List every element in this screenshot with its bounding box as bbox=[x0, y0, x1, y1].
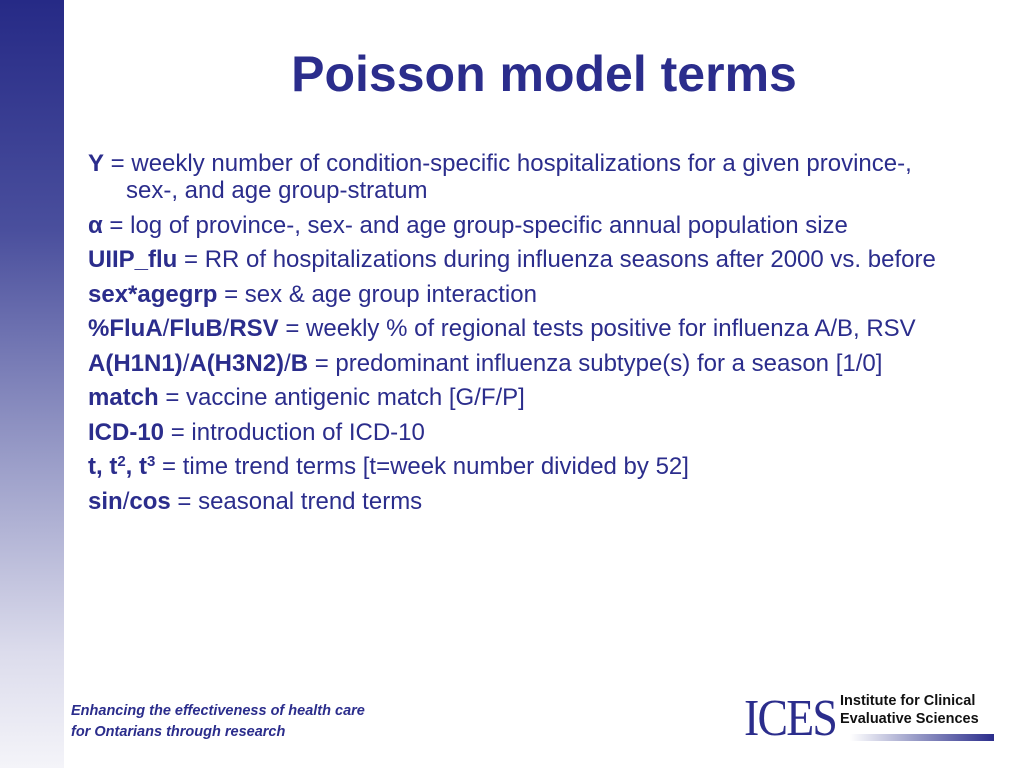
term-key: α bbox=[88, 211, 103, 239]
term-item bbox=[88, 246, 948, 273]
term-key: RSV bbox=[229, 315, 279, 342]
term-item bbox=[88, 384, 948, 411]
term-item bbox=[88, 488, 948, 515]
tagline-line-1: Enhancing the effectiveness of health care bbox=[71, 703, 365, 719]
tagline-line-2: for Ontarians through research bbox=[71, 724, 286, 740]
logo-institute-name bbox=[840, 692, 979, 728]
term-text: / bbox=[122, 487, 130, 515]
term-text: / bbox=[284, 349, 291, 377]
term-text: = RR of hospitalizations during influenza seasons after 2000 vs. before bbox=[177, 246, 936, 273]
term-text: / bbox=[222, 315, 230, 342]
term-key: FluB bbox=[169, 315, 223, 342]
term-item bbox=[88, 350, 948, 377]
ices-logo bbox=[744, 690, 1004, 750]
term-item bbox=[88, 419, 948, 446]
term-text: = seasonal trend terms bbox=[170, 487, 423, 515]
term-key: %FluA bbox=[88, 315, 163, 342]
term-text: = weekly number of condition-specific hospitalizations for a given province-, sex-, and age group-stratum bbox=[104, 150, 912, 204]
term-text: / bbox=[162, 315, 170, 342]
term-text: = introduction of ICD-10 bbox=[164, 418, 425, 446]
term-key: sin bbox=[88, 487, 123, 515]
term-key: ICD-10 bbox=[88, 418, 165, 446]
term-key: A(H3N2) bbox=[189, 349, 285, 377]
footer-tagline bbox=[71, 701, 365, 743]
term-key: cos bbox=[129, 487, 171, 515]
term-item bbox=[88, 212, 948, 239]
term-key: A(H1N1) bbox=[88, 349, 183, 377]
term-key: Y bbox=[88, 150, 105, 177]
term-text: = sex & age group interaction bbox=[217, 280, 537, 308]
term-key: , t bbox=[125, 453, 147, 480]
term-text: = log of province-, sex- and age group-specific annual population size bbox=[102, 211, 848, 239]
term-text: = time trend terms [t=week number divided by 52] bbox=[155, 453, 689, 480]
term-text: / bbox=[182, 349, 190, 377]
term-text: = vaccine antigenic match [G/F/P] bbox=[158, 384, 525, 411]
logo-gradient-bar bbox=[850, 734, 994, 741]
terms-list bbox=[88, 150, 948, 522]
term-text: = predominant influenza subtype(s) for a season [1/0] bbox=[308, 349, 883, 377]
term-key: match bbox=[88, 384, 159, 411]
term-key: UIIP_flu bbox=[88, 246, 178, 273]
term-item bbox=[88, 150, 948, 204]
slide-title: Poisson model terms bbox=[291, 46, 797, 102]
logo-wordmark: ICES bbox=[744, 690, 837, 747]
logo-name-line-1: Institute for Clinical bbox=[840, 693, 976, 709]
term-key: B bbox=[290, 349, 309, 377]
term-item bbox=[88, 315, 948, 342]
term-key: 3 bbox=[147, 453, 156, 470]
term-key: 2 bbox=[117, 453, 126, 470]
decorative-side-bar bbox=[0, 0, 64, 768]
logo-name-line-2: Evaluative Sciences bbox=[840, 711, 979, 727]
term-item bbox=[88, 281, 948, 308]
term-key: sex*agegrp bbox=[88, 280, 218, 308]
term-text: = weekly % of regional tests positive for influenza A/B, RSV bbox=[278, 315, 916, 342]
term-key: t, t bbox=[88, 453, 118, 480]
term-item bbox=[88, 453, 948, 480]
